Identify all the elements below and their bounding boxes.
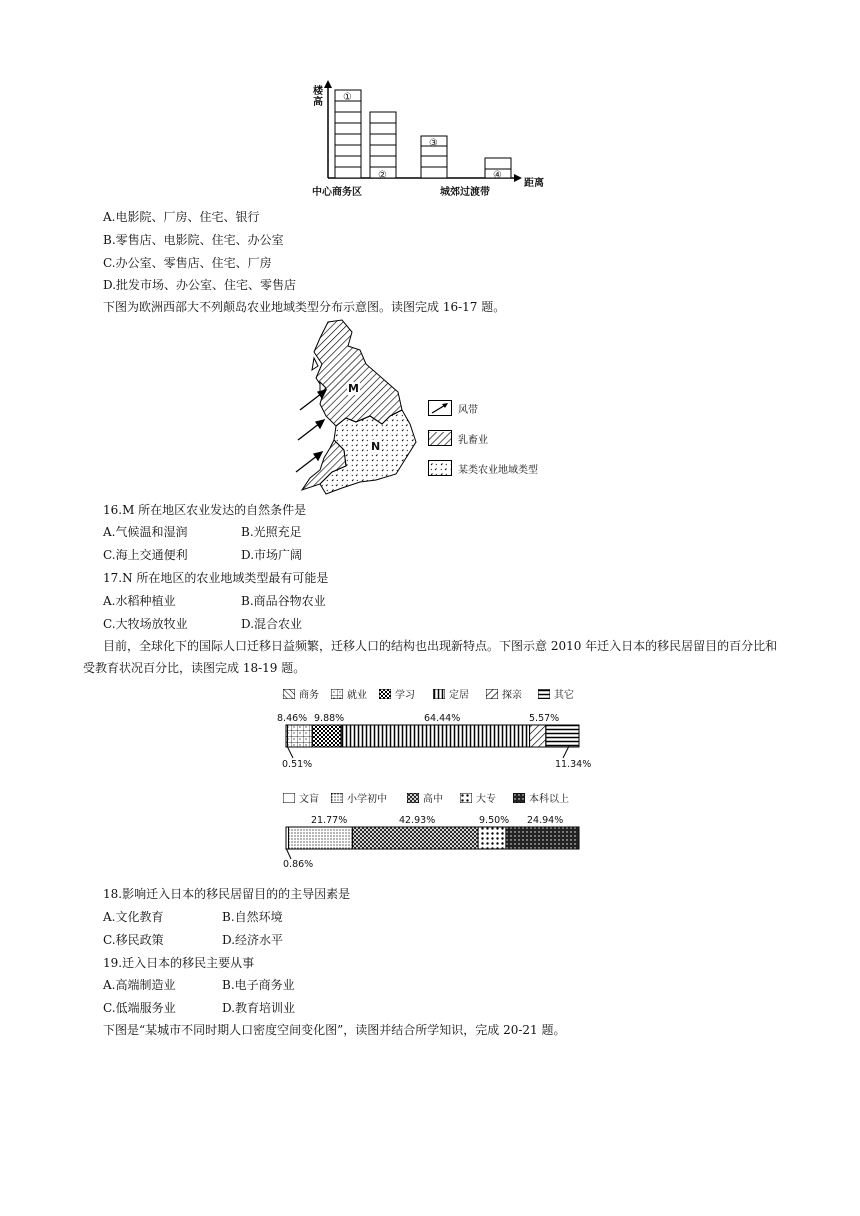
purpose-legend-business: 商务: [283, 686, 319, 701]
bachelor-swatch-icon: [513, 793, 525, 803]
q17-option-a: A.水稻种植业: [103, 594, 176, 608]
purpose-legend: [283, 686, 583, 700]
q16-option-a: A.气候温和湿润: [103, 525, 188, 539]
q16-stem: 16.M 所在地区农业发达的自然条件是: [103, 503, 307, 517]
purpose-segment-4: [341, 725, 529, 747]
intro-20-21: 下图是“某城市不同时期人口密度空间变化图”，读图并结合所学知识，完成 20-21 题。: [103, 1023, 566, 1037]
purpose-legend-other: 其它: [538, 686, 574, 701]
q15-option-b: B.零售店、电影院、住宅、办公室: [103, 233, 284, 247]
bar-label-1: ①: [343, 92, 352, 103]
q17-stem: 17.N 所在地区的农业地域类型最有可能是: [103, 571, 329, 585]
purpose-segment-5: [530, 725, 546, 747]
edu-legend-high: 高中: [407, 790, 443, 805]
q15-option-c: C.办公室、零售店、住宅、厂房: [103, 256, 272, 270]
dairy-swatch-icon: [428, 430, 452, 446]
education-segment-3: [352, 827, 478, 849]
q18-option-d: D.经济水平: [222, 933, 284, 947]
x-axis-mid-label: 城郊过渡带: [440, 187, 490, 198]
edu-label-illiterate: 0.86%: [283, 859, 314, 870]
intro-18-19: 目前，全球化下的国际人口迁移日益频繁，迁移人口的结构也出现新特点。下图示意 2010 年迁入日本的移民居留目的百分比和受教育状况百分比，读图完成 18-19 题。: [83, 639, 778, 675]
q19-option-d: D.教育培训业: [222, 1001, 296, 1015]
purpose-legend-family: 探亲: [486, 686, 522, 701]
legend-wind: 风带: [458, 404, 478, 416]
edu-legend-college: 大专: [460, 790, 496, 805]
wind-arrow-icon: [428, 400, 452, 416]
britain-agriculture-map: [290, 318, 430, 498]
purpose-label-study: 64.44%: [424, 713, 461, 724]
edu-legend-primary: 小学初中: [331, 790, 387, 805]
study-swatch-icon: [379, 689, 391, 699]
y-axis-label: 楼高: [313, 86, 323, 108]
q16-option-b: B.光照充足: [241, 525, 302, 539]
q18-option-a: A.文化教育: [103, 910, 164, 924]
purpose-label-business-small: 0.51%: [282, 759, 313, 770]
q15-option-a: A.电影院、厂房、住宅、银行: [103, 210, 260, 224]
purpose-label-other: 11.34%: [555, 759, 592, 770]
settle-swatch-icon: [433, 689, 445, 699]
primary-swatch-icon: [331, 793, 343, 803]
q19-option-c: C.低端服务业: [103, 1001, 176, 1015]
bar-label-4: ④: [493, 170, 502, 181]
edu-legend-illiterate: 文盲: [283, 790, 319, 805]
q17-option-d: D.混合农业: [241, 617, 303, 631]
business-swatch-icon: [283, 689, 295, 699]
education-stacked-bar: [285, 826, 580, 850]
map-label-m: M: [348, 382, 359, 395]
family-swatch-icon: [486, 689, 498, 699]
purpose-legend-work: 就业: [331, 686, 367, 701]
high-school-swatch-icon: [407, 793, 419, 803]
q16-option-c: C.海上交通便利: [103, 548, 188, 562]
q17-option-c: C.大牧场放牧业: [103, 617, 188, 631]
education-segment-5: [506, 827, 579, 849]
illiterate-swatch-icon: [283, 793, 295, 803]
purpose-segment-2: [287, 725, 312, 747]
intro-16-17: 下图为欧洲西部大不列颠岛农业地域类型分布示意图。读图完成 16-17 题。: [103, 300, 506, 314]
q17-option-b: B.商品谷物农业: [241, 594, 326, 608]
purpose-legend-settle: 定居: [433, 686, 469, 701]
legend-dairy: 乳畜业: [458, 434, 488, 446]
purpose-leader-lines: [283, 746, 583, 760]
building-bar-1: [335, 90, 361, 178]
edu-legend-bachelor: 本科以上: [513, 790, 569, 805]
map-legend: [428, 398, 538, 478]
edu-label-primary: 21.77%: [311, 815, 348, 826]
purpose-segment-6: [546, 725, 579, 747]
x-axis-right-label: 距离: [524, 178, 544, 189]
education-legend: [283, 790, 583, 804]
education-segment-4: [478, 827, 506, 849]
edu-label-bachelor: 24.94%: [527, 815, 564, 826]
purpose-label-family: 5.57%: [529, 713, 560, 724]
purpose-legend-study: 学习: [379, 686, 415, 701]
q16-option-d: D.市场广阔: [241, 548, 303, 562]
q15-option-d: D.批发市场、办公室、住宅、零售店: [103, 278, 297, 292]
q19-stem: 19.迁入日本的移民主要从事: [103, 956, 255, 970]
q18-option-b: B.自然环境: [222, 910, 283, 924]
bar-label-2: ②: [378, 170, 387, 181]
q18-stem: 18.影响迁入日本的移民居留目的的主导因素是: [103, 887, 351, 901]
legend-other-type: 某类农业地域类型: [458, 464, 538, 476]
college-swatch-icon: [460, 793, 472, 803]
purpose-label-business: 8.46%: [277, 713, 308, 724]
bar-label-3: ③: [429, 138, 438, 149]
q19-option-b: B.电子商务业: [222, 978, 295, 992]
q18-option-c: C.移民政策: [103, 933, 164, 947]
other-type-swatch-icon: [428, 460, 452, 476]
x-axis-left-label: 中心商务区: [312, 187, 362, 198]
edu-label-high: 42.93%: [399, 815, 436, 826]
work-swatch-icon: [331, 689, 343, 699]
purpose-segment-3: [312, 725, 341, 747]
map-label-n: N: [371, 440, 381, 453]
building-bar-2: [370, 112, 396, 178]
purpose-stacked-bar: [285, 724, 580, 748]
purpose-label-work: 9.88%: [314, 713, 345, 724]
other-swatch-icon: [538, 689, 550, 699]
q19-option-a: A.高端制造业: [103, 978, 176, 992]
edu-label-college: 9.50%: [479, 815, 510, 826]
education-segment-2: [289, 827, 353, 849]
